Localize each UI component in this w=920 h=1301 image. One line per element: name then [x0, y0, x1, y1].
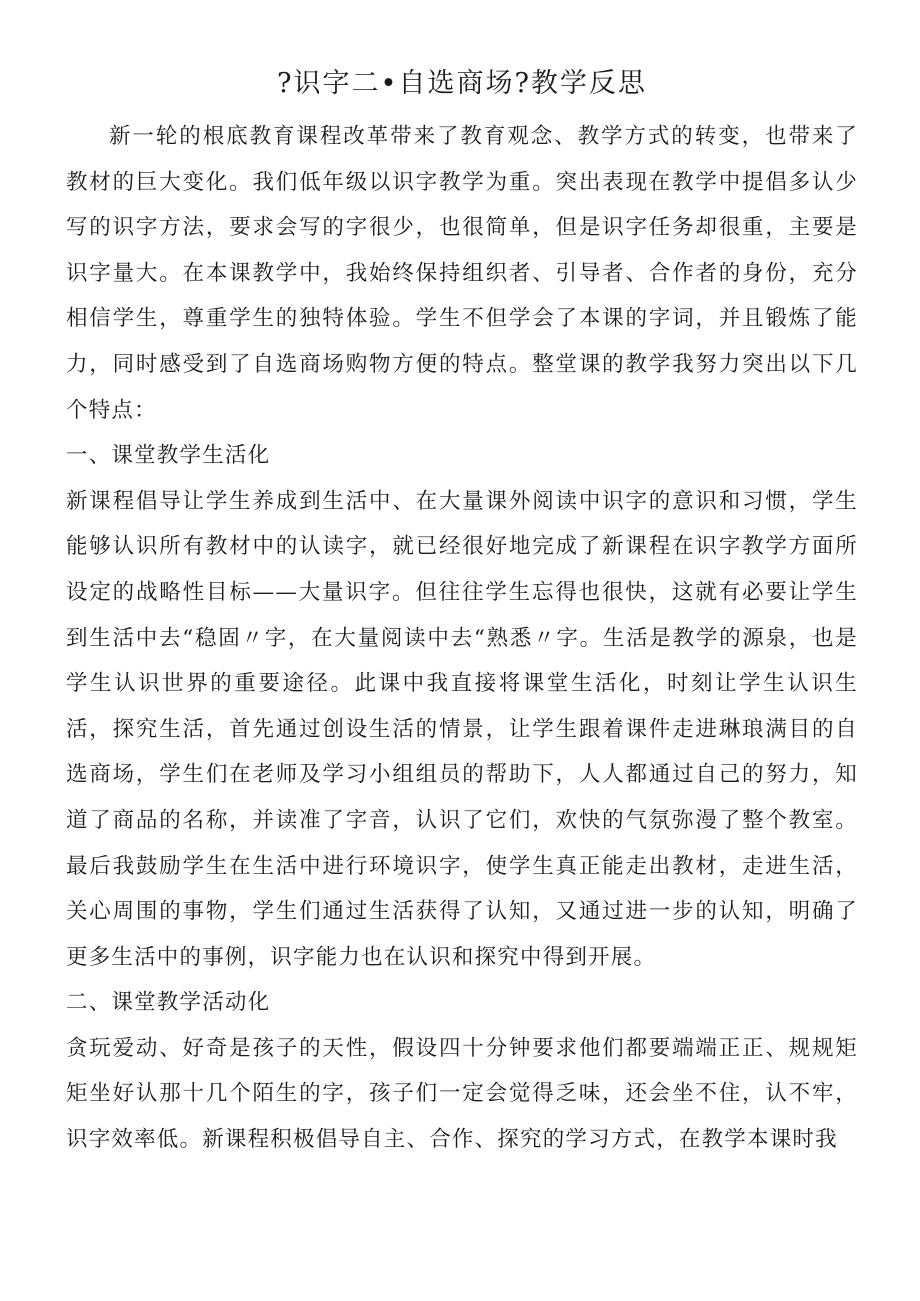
section-2-paragraph: 贪玩爱动、好奇是孩子的天性，假设四十分钟要求他们都要端端正正、规规矩矩坐好认那十几个陌生的字，孩子们一定会觉得乏味，还会坐不住，认不牢，识字效率低。新课程积极倡导自主、合作、探究的学习方式，在教学本课时我 — [66, 1035, 858, 1153]
document-page — [66, 58, 858, 1163]
document-title: ?识字二•自选商场?教学反思 — [277, 68, 647, 99]
intro-paragraph: 新一轮的根底教育课程改革带来了教育观念、教学方式的转变，也带来了教材的巨大变化。我们低年级以识字教学为重。突出表现在教学中提倡多认少写的识字方法，要求会写的字很少，也很简单，但是识字任务却很重，主要是识字量大。在本课教学中，我始终保持组织者、引导者、合作者的身份，充分相信学生，尊重学生的独特体验。学生不但学会了本课的字词，并且锻炼了能力，同时感受到了自选商场购物方便的特点。整堂课的教学我努力突出以下几个特点： — [66, 124, 858, 423]
section-1-heading: 一、课堂教学生活化 — [66, 443, 271, 469]
section-1-paragraph: 新课程倡导让学生养成到生活中、在大量课外阅读中识字的意识和习惯，学生能够认识所有教材中的认读字，就已经很好地完成了新课程在识字教学方面所设定的战略性目标——大量识字。但往往学生忘得也很快，这就有必要让学生到生活中去“稳固〃字，在大量阅读中去“熟悉〃字。生活是教学的源泉，也是学生认识世界的重要途径。此课中我直接将课堂生活化，时刻让学生认识生活，探究生活，首先通过创设生活的情景，让学生跟着课件走进琳琅满目的自选商场，学生们在老师及学习小组组员的帮助下，人人都通过自己的努力，知道了商品的名称，并读准了字音，认识了它们，欢快的气氛弥漫了整个教室。最后我鼓励学生在生活中进行环境识字，使学生真正能走出教材，走进生活，关心周围的事物，学生们通过生活获得了认知，又通过进一步的认知，明确了更多生活中的事例，识字能力也在认识和探究中得到开展。 — [66, 488, 858, 970]
section-2-heading: 二、课堂教学活动化 — [66, 990, 271, 1016]
